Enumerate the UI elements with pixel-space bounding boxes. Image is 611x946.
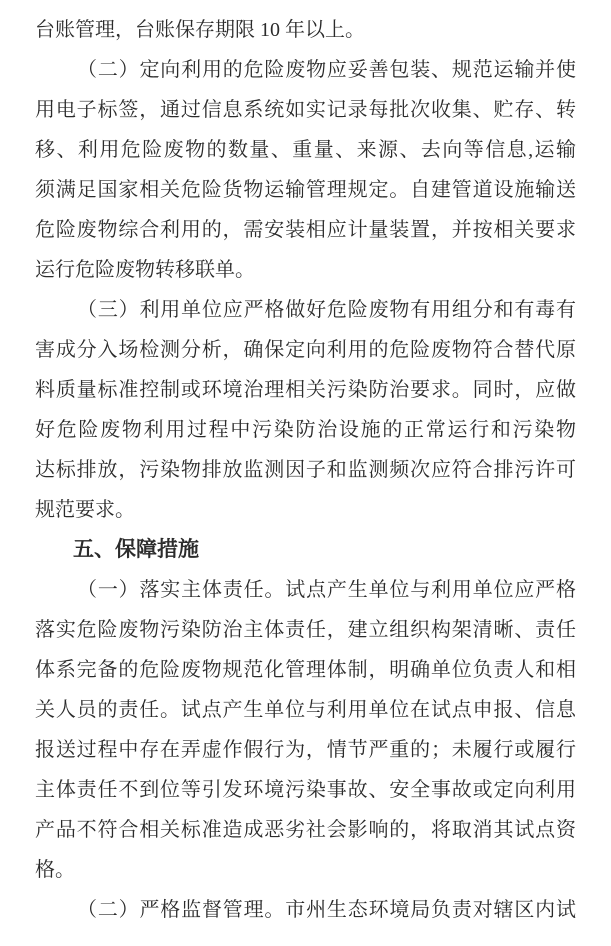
doc-line: 害成分入场检测分析，确保定向利用的危险废物符合替代原 [35, 339, 576, 361]
paragraph-start-line: （三）利用单位应严格做好危险废物有用组分和有毒有 [77, 299, 576, 321]
doc-line: 好危险废物利用过程中污染防治设施的正常运行和污染物 [35, 419, 576, 441]
doc-line: 产品不符合相关标准造成恶劣社会影响的，将取消其试点资 [35, 819, 576, 841]
doc-line: 落实危险废物污染防治主体责任，建立组织构架清晰、责任 [35, 619, 576, 641]
doc-line: 料质量标准控制或环境治理相关污染防治要求。同时，应做 [35, 379, 576, 401]
doc-line-continuation: 台账管理，台账保存期限 10 年以上。 [35, 19, 365, 41]
paragraph-start-line: （一）落实主体责任。试点产生单位与利用单位应严格 [77, 579, 576, 601]
doc-line: 关人员的责任。试点产生单位与利用单位在试点申报、信息 [35, 699, 576, 721]
doc-line: 主体责任不到位等引发环境污染事故、安全事故或定向利用 [35, 779, 576, 801]
paragraph-end-line: 规范要求。 [35, 499, 135, 521]
doc-line: 报送过程中存在弄虚作假行为，情节严重的；未履行或履行 [35, 739, 576, 761]
paragraph-end-line: 运行危险废物转移联单。 [35, 259, 255, 281]
doc-line: 危险废物综合利用的，需安装相应计量装置，并按相关要求 [35, 219, 576, 241]
paragraph-end-line: 格。 [35, 859, 75, 881]
paragraph-start-line: （二）严格监督管理。市州生态环境局负责对辖区内试 [77, 899, 576, 921]
paragraph-start-line: （二）定向利用的危险废物应妥善包装、规范运输并使 [77, 59, 576, 81]
doc-line: 须满足国家相关危险货物运输管理规定。自建管道设施输送 [35, 179, 576, 201]
doc-line: 达标排放，污染物排放监测因子和监测频次应符合排污许可 [35, 459, 576, 481]
section-heading: 五、保障措施 [73, 538, 199, 561]
doc-line: 移、利用危险废物的数量、重量、来源、去向等信息,运输 [35, 139, 576, 161]
doc-line: 用电子标签，通过信息系统如实记录每批次收集、贮存、转 [35, 99, 576, 121]
doc-line: 体系完备的危险废物规范化管理体制，明确单位负责人和相 [35, 659, 576, 681]
